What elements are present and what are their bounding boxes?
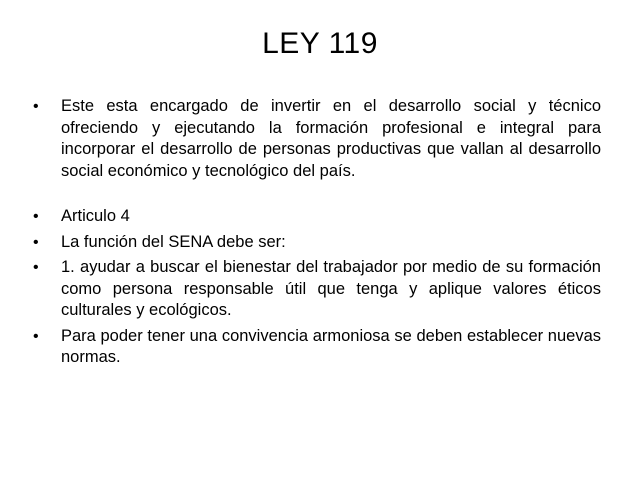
bullet-text-3: La función del SENA debe ser: (61, 232, 286, 251)
bullet-text-1: Este esta encargado de invertir en el desarrollo social y técnico ofreciendo y ejecutando la formación profesional e integral para incorporar el desarrollo de personas productivas que vallan al desarrollo social económico y tecnológico del país. (61, 97, 601, 180)
bullet-text-4: 1. ayudar a buscar el bienestar del trabajador por medio de su formación como persona responsable útil que tenga y aplique valores éticos culturales y ecológicos. (61, 258, 601, 319)
slide-title: LEY 119 (262, 27, 378, 60)
bullet-text-2: Articulo 4 (61, 207, 130, 225)
bullet-item-2 (33, 206, 601, 228)
bullet-icon: • (33, 98, 39, 115)
bullet-icon: • (33, 259, 39, 276)
bullet-item-3 (33, 232, 601, 254)
bullet-text-5: Para poder tener una convivencia armoniosa se deben establecer nuevas normas. (61, 326, 601, 366)
bullet-item-1 (33, 96, 601, 182)
bullet-icon: • (33, 327, 39, 345)
bullet-list (33, 96, 601, 373)
bullet-icon: • (33, 208, 39, 225)
bullet-item-4 (33, 257, 601, 322)
bullet-item-5 (33, 326, 601, 369)
bullet-icon: • (33, 233, 39, 251)
